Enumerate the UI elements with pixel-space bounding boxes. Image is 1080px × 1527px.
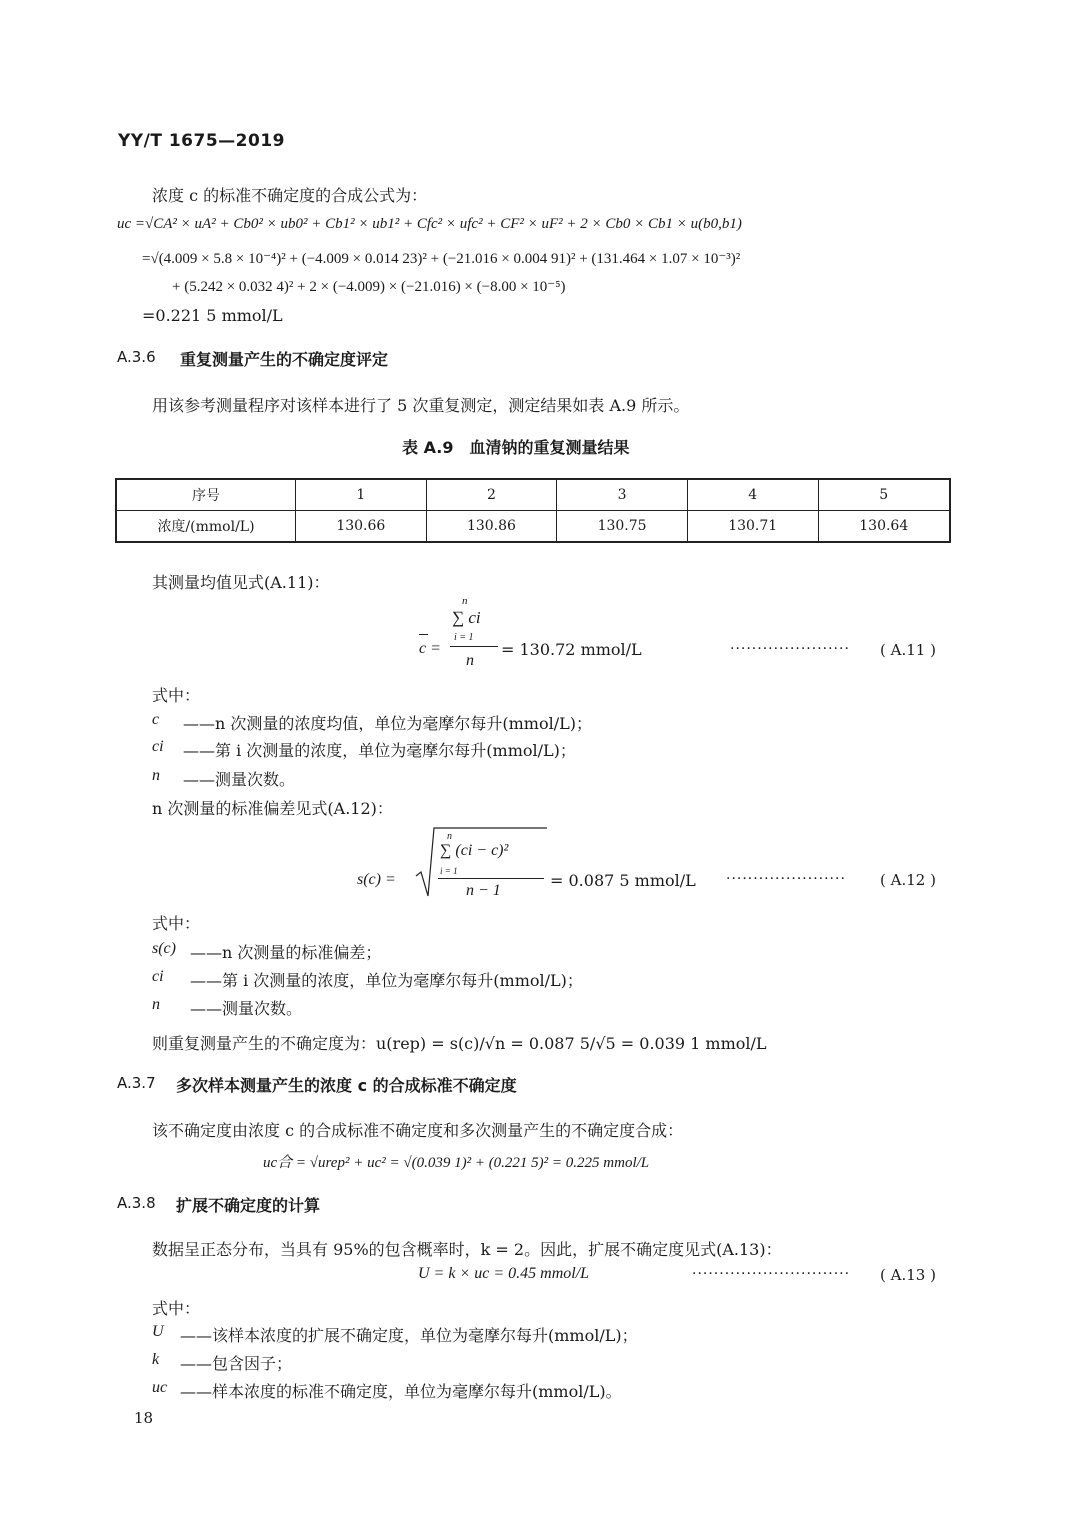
table-cell: 130.75: [557, 511, 688, 543]
combined-formula-line-2: =√(4.009 × 5.8 × 10⁻⁴)² + (−4.009 × 0.014 23)² + (−21.016 × 0.004 91)² + (131.464 × 1.07 × 10⁻³)²: [142, 251, 741, 267]
mean-sum-bottom: i = 1: [454, 632, 474, 643]
section-a37-intro: 该不确定度由浓度 c 的合成标准不确定度和多次测量产生的不确定度合成：: [152, 1121, 684, 1140]
where-label-2: 式中：: [152, 914, 201, 933]
sd-numerator: ∑ (ci − c)²: [440, 842, 509, 859]
table-row-label: 浓度/(mmol/L): [116, 511, 296, 543]
eq-a12-number: ( A.12 ): [880, 871, 936, 889]
def-symbol: uc: [152, 1379, 168, 1396]
def-symbol: U: [152, 1323, 164, 1340]
def-text: ——n 次测量的标准偏差；: [190, 943, 382, 962]
def-symbol: s(c): [152, 940, 176, 957]
mean-result: = 130.72 mmol/L: [501, 640, 642, 659]
section-a36-intro: 用该参考测量程序对该样本进行了 5 次重复测定，测定结果如表 A.9 所示。: [152, 396, 690, 415]
section-a37-formula: uc合 = √urep² + uc² = √(0.039 1)² + (0.221 5)² = 0.225 mmol/L: [263, 1155, 650, 1171]
section-a37-number: A.3.7: [117, 1074, 156, 1092]
sd-leader-dots: ······················: [726, 871, 846, 887]
where-label-3: 式中：: [152, 1299, 201, 1318]
def-symbol: ci: [152, 738, 164, 755]
table-row: [116, 511, 950, 543]
table-header-cell: 3: [557, 479, 688, 511]
def-text: ——测量次数。: [190, 999, 303, 1018]
combined-formula-intro: 浓度 c 的标准不确定度的合成公式为：: [152, 186, 428, 205]
def-text: ——第 i 次测量的浓度，单位为毫摩尔每升(mmol/L)；: [190, 971, 583, 990]
section-a37-title: 多次样本测量产生的浓度 c 的合成标准不确定度: [176, 1076, 517, 1095]
table-header-cell: 4: [687, 479, 818, 511]
def-symbol: n: [152, 767, 160, 784]
mean-leader-dots: ······················: [730, 641, 850, 657]
eq-a11-number: ( A.11 ): [880, 641, 936, 659]
mean-intro: 其测量均值见式(A.11)：: [152, 573, 330, 592]
def-symbol: n: [152, 996, 160, 1013]
mean-bar: [419, 634, 428, 635]
standard-code: YY/T 1675—2019: [118, 131, 285, 151]
section-a38-title: 扩展不确定度的计算: [176, 1196, 321, 1215]
combined-formula-line-1: uc =√CA² × uA² + Cb0² × ub0² + Cb1² × ub1² + Cfc² × ufc² + CF² × uF² + 2 × Cb0 × Cb1 × u(b0,b1): [117, 216, 742, 232]
a13-leader-dots: ·····························: [692, 1266, 851, 1282]
table-a9-caption: 表 A.9 血清钠的重复测量结果: [402, 438, 630, 457]
section-a38-number: A.3.8: [117, 1194, 156, 1212]
combined-formula-line-3: + (5.242 × 0.032 4)² + 2 × (−4.009) × (−21.016) × (−8.00 × 10⁻⁵): [172, 279, 566, 295]
def-symbol: k: [152, 1351, 160, 1368]
sd-lhs: s(c) =: [357, 871, 396, 888]
table-header-row: [116, 479, 950, 511]
mean-sum-top: n: [462, 595, 468, 607]
mean-lhs: c =: [419, 640, 441, 657]
sd-intro: n 次测量的标准偏差见式(A.12)：: [152, 799, 393, 818]
def-text: ——该样本浓度的扩展不确定度，单位为毫摩尔每升(mmol/L)；: [180, 1326, 638, 1345]
section-a36-number: A.3.6: [117, 348, 156, 366]
sd-denominator: n − 1: [466, 882, 501, 899]
sd-result: = 0.087 5 mmol/L: [550, 871, 696, 890]
def-text: ——n 次测量的浓度均值，单位为毫摩尔每升(mmol/L)；: [183, 714, 592, 733]
sd-sum-bottom: i = 1: [440, 866, 458, 876]
table-header-cell: 2: [426, 479, 557, 511]
table-cell: 130.66: [296, 511, 427, 543]
where-label-1: 式中：: [152, 686, 201, 705]
mean-sum-body: ∑ ci: [452, 608, 481, 627]
sd-sum-top: n: [447, 831, 452, 842]
section-a38-formula: U = k × uc = 0.45 mmol/L: [418, 1265, 590, 1282]
table-header-label: 序号: [116, 479, 296, 511]
table-cell: 130.64: [818, 511, 950, 543]
table-a9: [115, 478, 951, 543]
table-header-cell: 1: [296, 479, 427, 511]
mean-fraction-bar: [450, 646, 498, 647]
def-text: ——样本浓度的标准不确定度，单位为毫摩尔每升(mmol/L)。: [180, 1382, 622, 1401]
sd-fraction-bar: [438, 878, 544, 879]
def-symbol: ci: [152, 968, 164, 985]
def-text: ——测量次数。: [183, 770, 296, 789]
combined-formula-result: =0.221 5 mmol/L: [142, 306, 283, 325]
section-a38-intro: 数据呈正态分布，当具有 95%的包含概率时，k = 2。因此，扩展不确定度见式(A.13)：: [152, 1240, 782, 1259]
section-a36-title: 重复测量产生的不确定度评定: [180, 350, 389, 369]
def-symbol: c: [152, 711, 160, 728]
table-header-cell: 5: [818, 479, 950, 511]
def-text: ——包含因子；: [180, 1354, 293, 1373]
page-number: 18: [134, 1409, 154, 1427]
table-cell: 130.71: [687, 511, 818, 543]
def-text: ——第 i 次测量的浓度，单位为毫摩尔每升(mmol/L)；: [183, 741, 576, 760]
mean-denominator: n: [466, 652, 474, 669]
eq-a13-number: ( A.13 ): [880, 1266, 936, 1284]
table-cell: 130.86: [426, 511, 557, 543]
rep-uncertainty: 则重复测量产生的不确定度为：u(rep) = s(c)/√n = 0.087 5/√5 = 0.039 1 mmol/L: [152, 1034, 767, 1053]
